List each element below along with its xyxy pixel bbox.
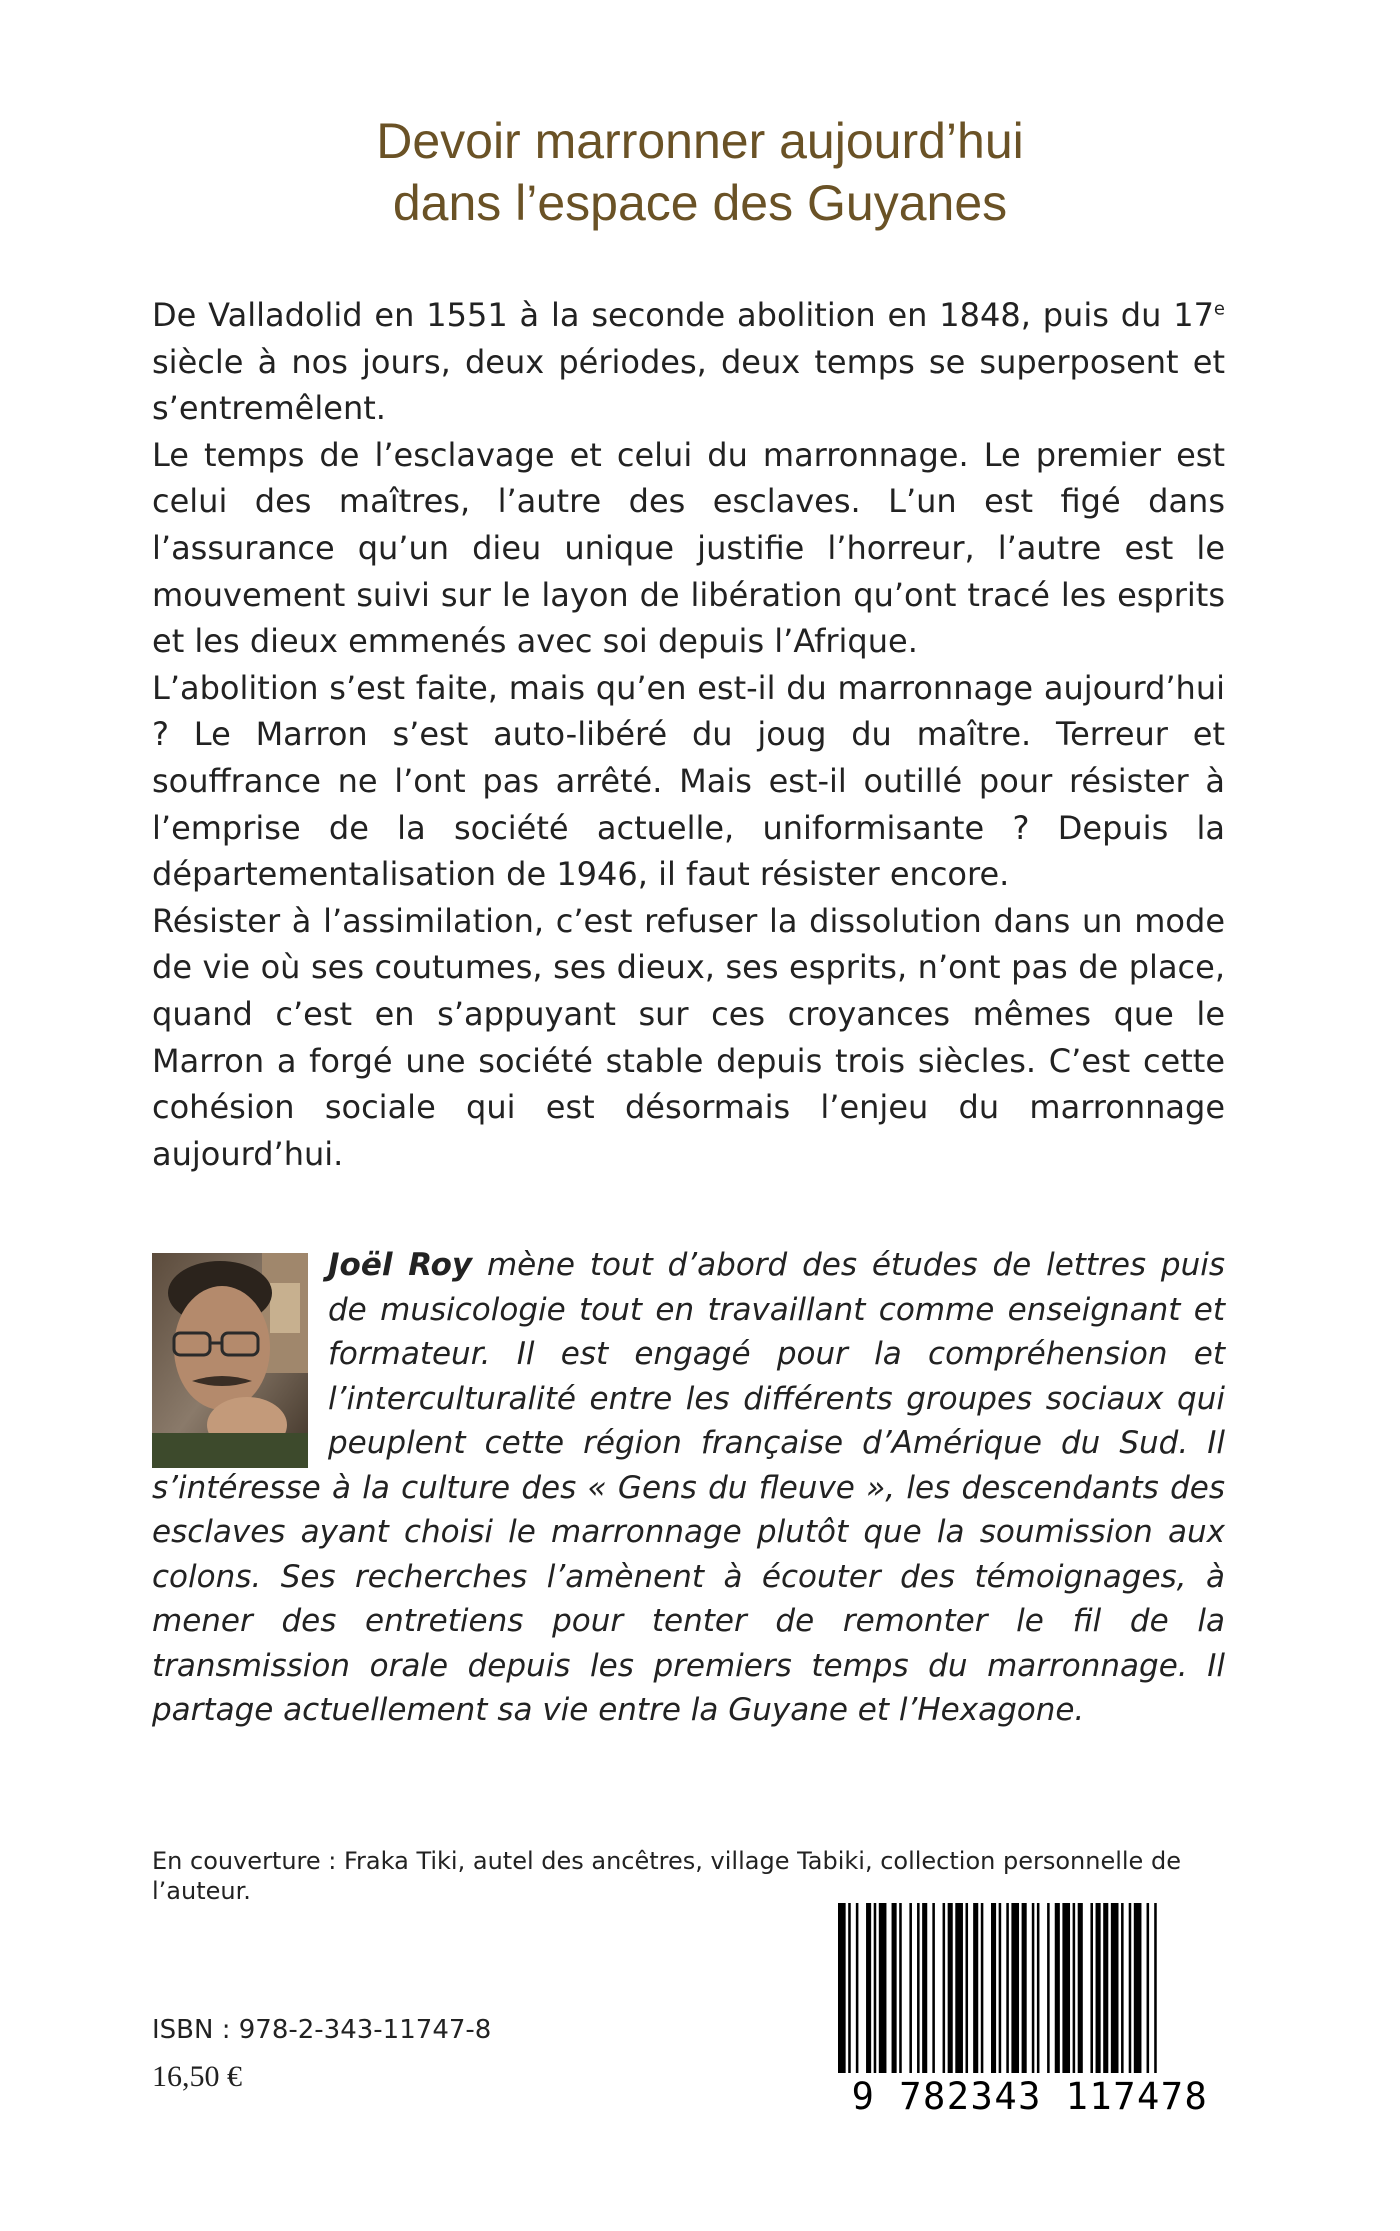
barcode-bar xyxy=(848,1903,851,2073)
barcode-bar xyxy=(1090,1903,1093,2073)
blurb-paragraph-2: Le temps de l’esclavage et celui du marronnage. Le premier est celui des maîtres, l’autre des esclaves. L’un est figé dans l’assurance qu’un dieu unique justifie l’horreur, l’autre est le mouvement suivi sur le layon de libération qu’ont tracé les esprits et les dieux emmenés avec soi depuis l’Afrique. xyxy=(152,435,1225,661)
barcode-bar xyxy=(1121,1903,1124,2073)
barcode-bar xyxy=(1062,1903,1070,2073)
barcode-bar xyxy=(879,1903,887,2073)
isbn-number: ISBN : 978-2-343-11747-8 xyxy=(152,2015,492,2045)
barcode-bar xyxy=(1103,1903,1108,2073)
barcode-bar xyxy=(991,1903,996,2073)
barcode-bar xyxy=(1129,1903,1132,2073)
title-line-2: dans l’espace des Guyanes xyxy=(392,175,1008,231)
barcode-bar xyxy=(1134,1903,1142,2073)
barcode-bar xyxy=(1147,1903,1150,2073)
barcode-bar xyxy=(922,1903,927,2073)
blurb-paragraph-1 xyxy=(152,292,1225,432)
barcode-bar xyxy=(866,1903,871,2073)
blurb-p1-end: siècle à nos jours, deux périodes, deux temps se superposent et s’entremêlent. xyxy=(152,342,1225,428)
barcode-bar xyxy=(1047,1903,1050,2073)
barcode-bar xyxy=(943,1903,946,2073)
author-name: Joël Roy xyxy=(328,1247,473,1283)
barcode-bar xyxy=(966,1903,969,2073)
barcode-bar xyxy=(1006,1903,1009,2073)
price: 16,50 € xyxy=(152,2060,242,2093)
photo-spacer xyxy=(152,1243,328,1465)
author-bio xyxy=(152,1243,1225,1733)
title-line-1: Devoir marronner aujourd’hui xyxy=(376,113,1024,169)
barcode-bar xyxy=(999,1903,1002,2073)
barcode-bar xyxy=(1096,1903,1101,2073)
cover-credit: En couverture : Fraka Tiki, autel des ancêtres, village Tabiki, collection personnelle de l’auteur. xyxy=(152,1847,1181,1905)
barcode-bar xyxy=(1032,1903,1035,2073)
barcode-bar xyxy=(1037,1903,1040,2073)
barcode-bar xyxy=(981,1903,984,2073)
barcode-bar xyxy=(1111,1903,1119,2073)
barcode-bar xyxy=(838,1903,846,2073)
barcode-bar xyxy=(932,1903,935,2073)
barcode-bar xyxy=(1078,1903,1083,2073)
blurb-paragraph-4: Résister à l’assimilation, c’est refuser la dissolution dans un mode de vie où ses coutumes, ses dieux, ses esprits, n’ont pas de place, quand c’est en s’appuyant sur ces croyances mêmes que le Marron a forgé une société stable depuis trois siècles. C’est cette cohésion sociale qui est désormais l’enjeu du marronnage aujourd’hui. xyxy=(152,901,1225,1173)
book-title xyxy=(0,110,1400,234)
barcode-bar xyxy=(892,1903,897,2073)
barcode-bar xyxy=(917,1903,920,2073)
author-bio-text: mène tout d’abord des études de lettres puis de musicologie tout en travaillant comme enseignant et formateur. Il est engagé pour la compréhension et l’interculturalité entre les différents groupes sociaux qui peuplent cette région française d’Amérique du Sud. Il s’intéresse à la culture des « Gens du fleuve », les descendants des esclaves ayant choisi le marronnage plutôt que la soumission aux colons. Ses recherches l’amènent à écouter des témoignages, à mener des entretiens pour tenter de remonter le fil de la transmission orale depuis les premiers temps du marronnage. Il partage actuellement sa vie entre la Guyane et l’Hexagone. xyxy=(152,1247,1225,1728)
barcode-bar xyxy=(1011,1903,1019,2073)
barcode-bar xyxy=(1154,1903,1157,2073)
superscript-e: e xyxy=(1213,298,1225,320)
barcode-bar xyxy=(955,1903,963,2073)
barcode-bar xyxy=(948,1903,953,2073)
barcode-bar xyxy=(1055,1903,1060,2073)
back-cover-blurb xyxy=(152,292,1225,1177)
barcode-digits: 9 782343 117478 xyxy=(851,2075,1209,2118)
barcode-bar xyxy=(1022,1903,1027,2073)
barcode-bar xyxy=(909,1903,912,2073)
barcode-bars xyxy=(832,1903,1228,2073)
barcode-bar xyxy=(973,1903,978,2073)
blurb-p1-start: De Valladolid en 1551 à la seconde abolition en 1848, puis du 17 xyxy=(152,296,1214,334)
barcode-bar xyxy=(856,1903,859,2073)
barcode-bar xyxy=(874,1903,877,2073)
blurb-paragraph-3: L’abolition s’est faite, mais qu’en est-il du marronnage aujourd’hui ? Le Marron s’est auto-libéré du joug du maître. Terreur et souffrance ne l’ont pas arrêté. Mais est-il outillé pour résister à l’emprise de la société actuelle, uniformisante ? Depuis la départementalisation de 1946, il faut résister encore. xyxy=(152,668,1225,894)
barcode-bar xyxy=(1073,1903,1076,2073)
barcode-bar xyxy=(899,1903,902,2073)
